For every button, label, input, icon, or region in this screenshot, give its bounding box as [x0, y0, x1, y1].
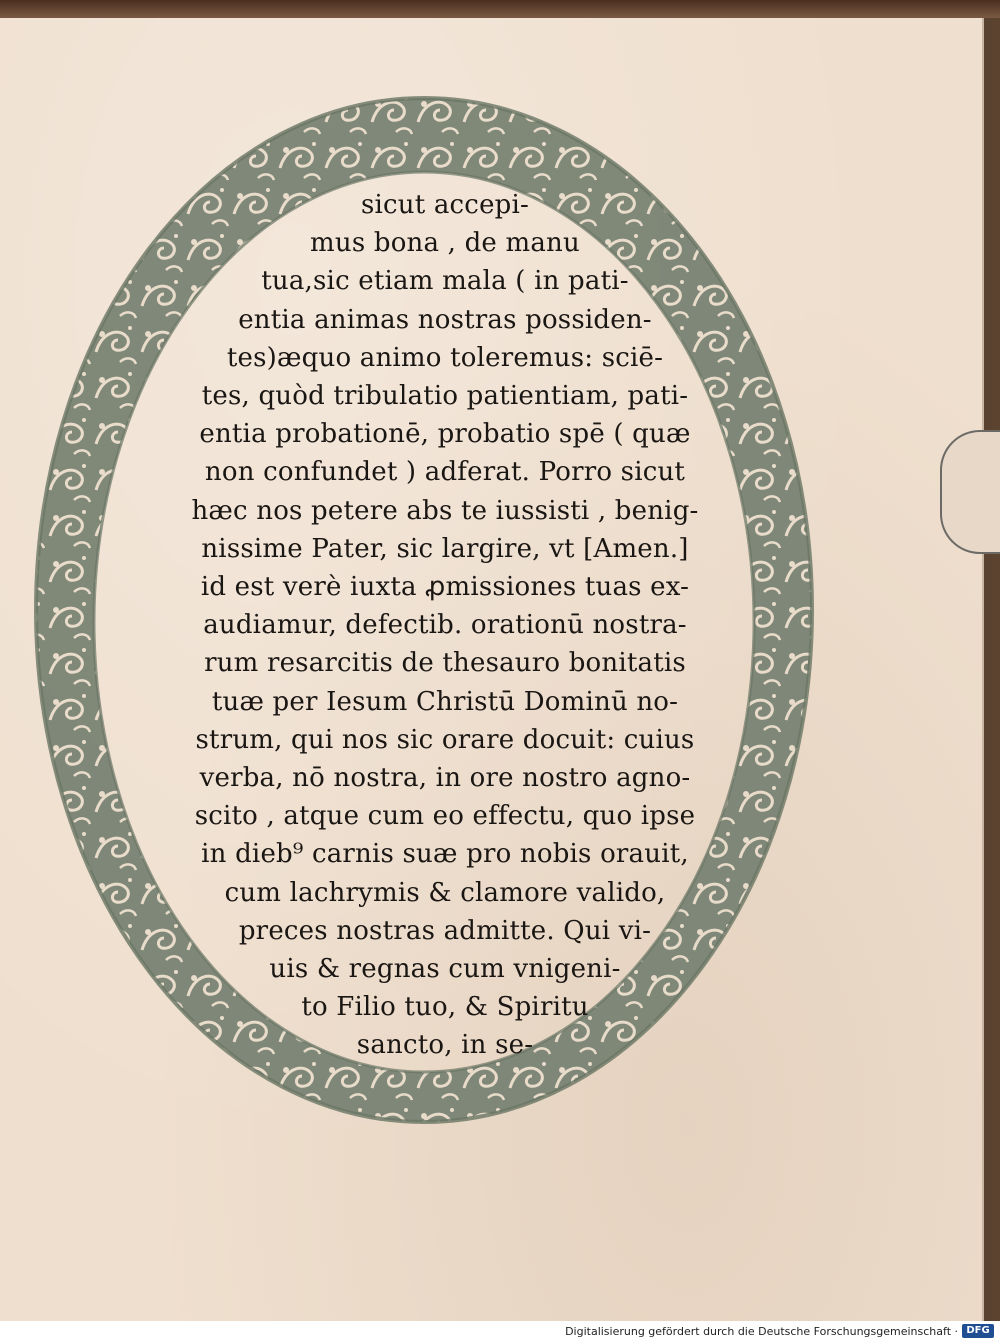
text-line: sancto, in se- — [356, 1030, 534, 1061]
text-line: rum resarcitis de thesauro bonitatis — [204, 648, 686, 679]
text-line: strum, qui nos sic orare docuit: cuius — [195, 724, 695, 755]
text-line: in dieb⁹ carnis suæ pro nobis orauit, — [201, 839, 689, 870]
text-line: hæc nos petere abs te iussisti , benig- — [191, 495, 699, 526]
text-line: sicut accepi- — [360, 190, 530, 220]
prayer-text — [140, 188, 750, 1068]
text-line: id est verè iuxta ꝓmissiones tuas ex- — [200, 572, 690, 602]
text-line: entia animas nostras possiden- — [238, 304, 652, 335]
text-line: entia probationē, probatio spē ( quæ — [199, 419, 691, 450]
text-line: mus bona , de manu — [310, 228, 580, 259]
text-line: cum lachrymis & clamore valido, — [224, 877, 666, 908]
dfg-logo: DFG — [962, 1324, 994, 1338]
text-line: scito , atque cum eo effectu, quo ipse — [194, 801, 696, 832]
text-line: uis & regnas cum vnigeni- — [269, 954, 621, 984]
text-line: tes)æquo animo toleremus: sciē- — [226, 342, 664, 373]
text-line: tes, quòd tribulatio patientiam, pati- — [201, 381, 689, 411]
text-line: verba, nō nostra, in ore nostro agno- — [199, 763, 691, 793]
text-line: non confundet ) adferat. Porro sicut — [204, 457, 686, 488]
text-line: to Filio tuo, & Spiritu — [301, 992, 589, 1023]
text-line: tuæ per Iesum Christū Dominū no- — [211, 686, 679, 717]
text-line: nissime Pater, sic largire, vt [Amen.] — [201, 533, 689, 564]
text-line: audiamur, defectib. orationū nostra- — [203, 610, 687, 641]
text-line: tua,sic etiam mala ( in pati- — [261, 266, 629, 297]
text-line: preces nostras admitte. Qui vi- — [238, 915, 652, 946]
digitization-credit: Digitalisierung gefördert durch die Deutsche Forschungsgemeinschaft · — [565, 1325, 958, 1338]
